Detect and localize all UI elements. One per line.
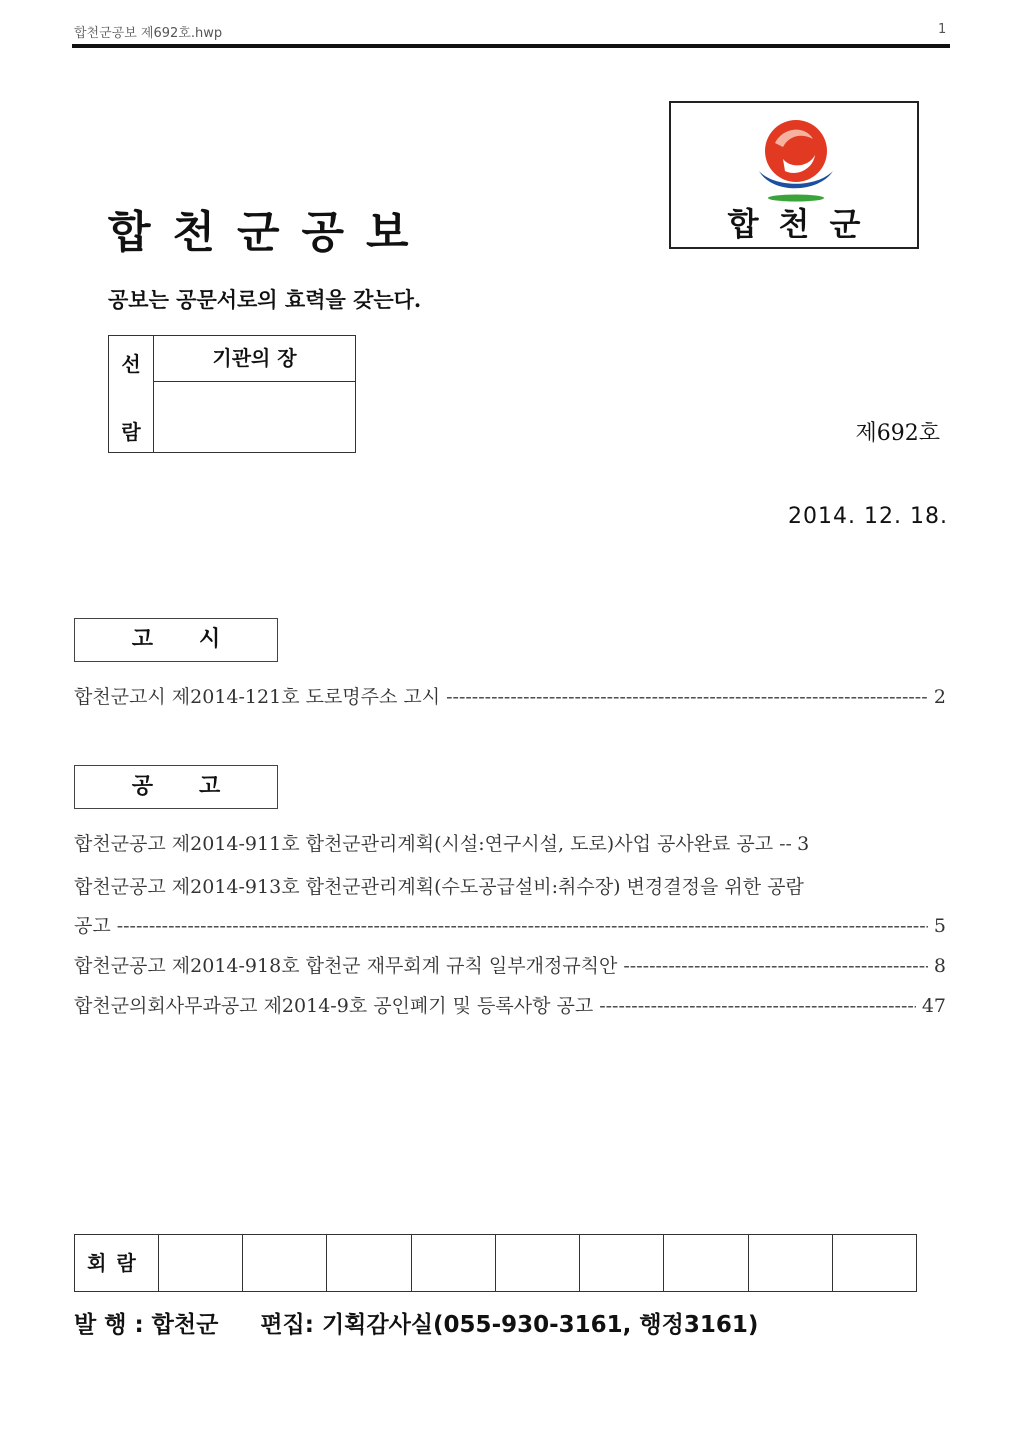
toc-page-number: 5 [933,915,946,937]
toc-leader [446,686,928,708]
toc-entry[interactable] [74,682,946,709]
circulation-label: 회람 [75,1235,159,1291]
signature-cell[interactable] [159,1235,243,1291]
signature-cell[interactable] [412,1235,496,1291]
toc-entry[interactable] [74,991,946,1018]
toc-entry[interactable] [74,951,946,978]
publication-footer [74,1306,758,1339]
seonram-label-column [109,336,154,452]
signature-cell[interactable] [749,1235,833,1291]
toc-page-number: 2 [933,686,946,708]
county-logo [669,101,919,249]
issue-number: 제692호 [855,421,940,446]
toc-entry-title: 합천군공고 제2014-911호 합천군관리계획(시설:연구시설, 도로)사업 공사완료 공고 [74,833,774,855]
seonram-char-2: 람 [121,420,141,444]
tagline: 공보는 공문서로의 효력을 갖는다. [108,287,422,312]
toc-leader [623,955,928,977]
toc-entry-title: 합천군공고 제2014-918호 합천군 재무회계 규칙 일부개정규칙안 [74,955,618,977]
signature-cell[interactable] [664,1235,748,1291]
circulation-table [74,1234,917,1292]
toc-page-number: 47 [921,995,946,1017]
toc-entry-title: 합천군고시 제2014-121호 도로명주소 고시 [74,686,441,708]
editor-contact: 편집: 기획감사실(055-930-3161, 행정3161) [260,1312,759,1338]
section-header-notice: 고시 [74,618,278,662]
signature-cell[interactable] [496,1235,580,1291]
seonram-char-1: 선 [121,352,141,376]
signature-cell[interactable] [327,1235,411,1291]
logo-name: 합천군 [727,205,881,243]
issue-date: 2014. 12. 18. [788,504,948,529]
header-rule [72,44,950,48]
agency-head-header: 기관의 장 [154,336,355,382]
toc-entry-title: 합천군의회사무과공고 제2014-9호 공인폐기 및 등록사항 공고 [74,995,594,1017]
toc-page-number: 3 [797,833,810,855]
toc-entry-title-continuation: 공고 [74,915,111,937]
header-filename: 합천군공보 제692호.hwp [74,26,223,41]
toc-leader [117,915,928,937]
gazette-title: 합천군공보 [108,207,431,258]
toc-leader [779,833,791,855]
publisher: 발 행 : 합천군 [74,1312,219,1338]
toc-entry[interactable] [74,911,946,938]
circulation-approval-box [108,335,356,453]
signature-cell[interactable] [580,1235,664,1291]
county-emblem-icon [753,113,839,203]
toc-page-number: 8 [933,955,946,977]
toc-leader [599,995,916,1017]
toc-entry-title-line1[interactable]: 합천군공고 제2014-913호 합천군관리계획(수도공급설비:취수장) 변경결정을 위한 공람 [74,876,804,898]
section-header-announcement: 공고 [74,765,278,809]
signature-cell[interactable] [833,1235,916,1291]
header-page-number: 1 [938,22,947,37]
signature-cell[interactable] [243,1235,327,1291]
toc-entry[interactable] [74,829,946,856]
